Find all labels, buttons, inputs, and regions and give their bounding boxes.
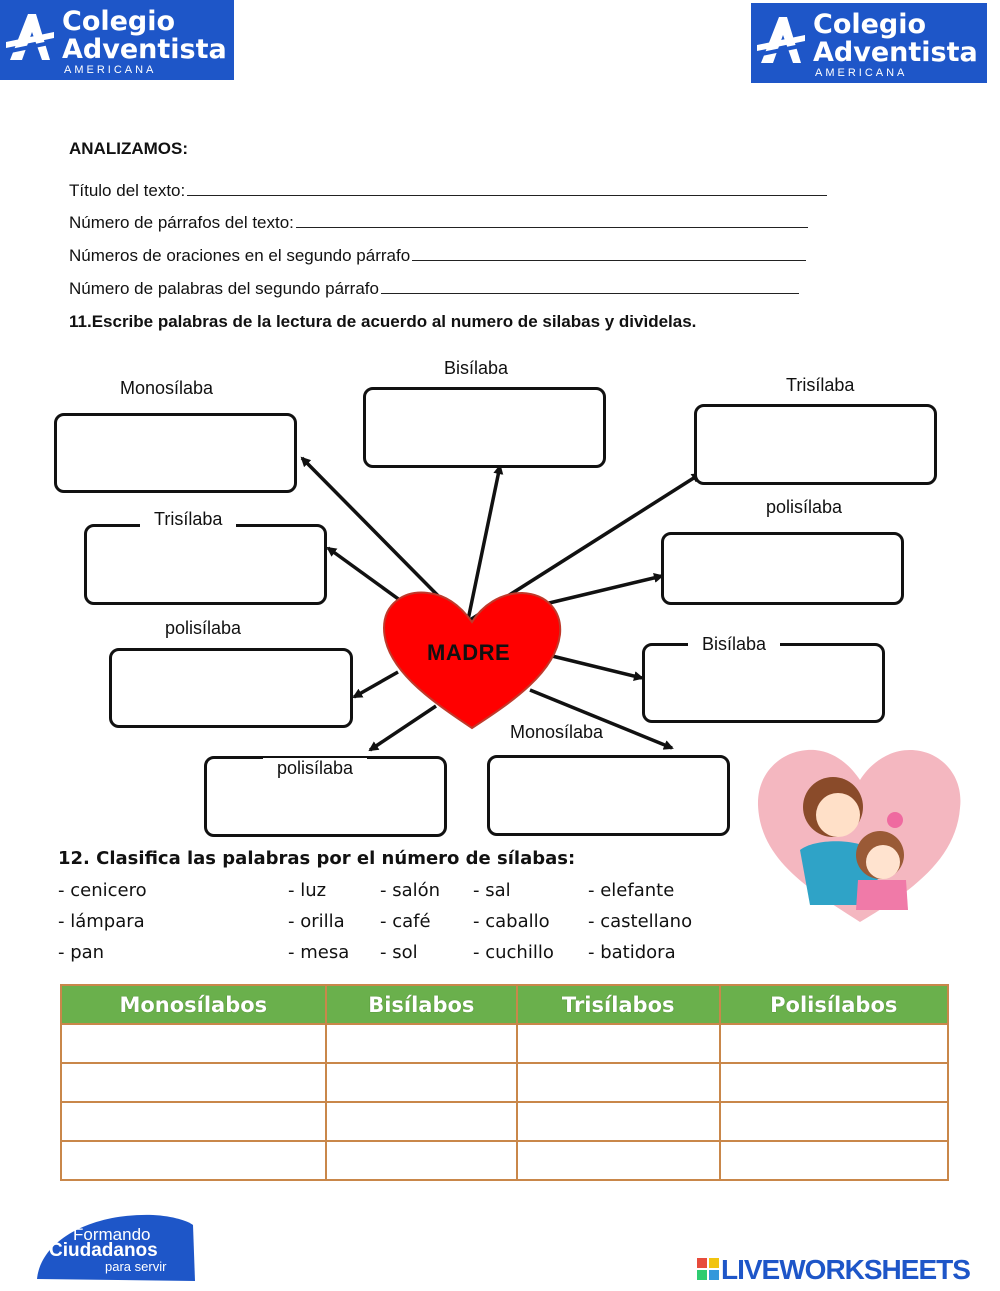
- table-cell[interactable]: [61, 1102, 326, 1141]
- answer-box-polisilaba-right[interactable]: [661, 532, 904, 605]
- table-row: [61, 1102, 948, 1141]
- answer-box-monosilaba-top[interactable]: [54, 413, 297, 493]
- instruction-12: 12. Clasifica las palabras por el número de sílabas:: [58, 848, 576, 869]
- word-item: - lámpara: [58, 911, 145, 932]
- answer-box-bisilaba-right[interactable]: [642, 643, 885, 723]
- center-word-madre: MADRE: [427, 640, 511, 665]
- table-cell[interactable]: [720, 1141, 948, 1180]
- table-cell[interactable]: [61, 1063, 326, 1102]
- logo-name-line3: AMERICANA: [64, 64, 157, 76]
- word-item: - sal: [473, 880, 511, 901]
- footer-logo: [33, 1209, 196, 1282]
- arrow-bisilaba-right: [548, 655, 642, 678]
- table-cell[interactable]: [720, 1063, 948, 1102]
- footer-line2: Ciudadanos: [49, 1240, 158, 1261]
- table-cell[interactable]: [61, 1024, 326, 1063]
- arrow-polisilaba-bottom: [370, 706, 436, 750]
- table-cell[interactable]: [326, 1063, 517, 1102]
- answer-box-bisilaba-top[interactable]: [363, 387, 606, 468]
- question-paragraphs-label: Número de párrafos del texto:: [69, 213, 294, 232]
- liveworksheets-icon: [697, 1258, 719, 1280]
- table-cell[interactable]: [326, 1141, 517, 1180]
- word-item: - castellano: [588, 911, 693, 932]
- logo-name-line3: AMERICANA: [815, 67, 908, 79]
- liveworksheets-text: LIVEWORKSHEETS: [721, 1254, 970, 1285]
- arrow-polisilaba-left: [354, 672, 398, 697]
- table-cell[interactable]: [517, 1024, 720, 1063]
- table-cell[interactable]: [61, 1141, 326, 1180]
- table-cell[interactable]: [517, 1102, 720, 1141]
- table-cell[interactable]: [517, 1063, 720, 1102]
- word-item: - orilla: [288, 911, 345, 932]
- table-cell[interactable]: [720, 1102, 948, 1141]
- table-cell[interactable]: [326, 1024, 517, 1063]
- table-row: [61, 1024, 948, 1063]
- word-item: - luz: [288, 880, 327, 901]
- answer-box-trisilaba-left[interactable]: [84, 524, 327, 605]
- word-item: - sol: [380, 942, 418, 963]
- label-polisilaba-right: polisílaba: [752, 497, 856, 518]
- word-item: - pan: [58, 942, 105, 963]
- word-item: - mesa: [288, 942, 350, 963]
- header-bisilabos: Bisílabos: [326, 985, 517, 1024]
- arrow-bisilaba-top: [468, 466, 500, 620]
- arrow-trisilaba-left: [328, 548, 408, 606]
- table-row: [61, 1141, 948, 1180]
- footer-line1: Formando: [73, 1225, 151, 1244]
- word-item: - café: [380, 911, 431, 932]
- answer-box-monosilaba-bottom[interactable]: [487, 755, 730, 836]
- answer-box-polisilaba-left[interactable]: [109, 648, 353, 728]
- mother-daughter-illustration: [758, 750, 960, 922]
- table-header-row: [61, 985, 948, 1024]
- analysis-heading: ANALIZAMOS:: [69, 139, 188, 158]
- question-words-label: Número de palabras del segundo párrafo: [69, 279, 379, 298]
- label-monosilaba-bottom: Monosílaba: [510, 722, 604, 742]
- logo-name-line2: Adventista: [62, 34, 227, 65]
- word-item: - elefante: [588, 880, 675, 901]
- word-item: - salón: [380, 880, 441, 901]
- label-bisilaba-right: Bisílaba: [688, 634, 780, 655]
- table-cell[interactable]: [517, 1141, 720, 1180]
- label-trisilaba-left: Trisílaba: [140, 509, 236, 530]
- liveworksheets-watermark: [697, 1254, 992, 1284]
- word-item: - cuchillo: [473, 942, 554, 963]
- word-item: - cenicero: [58, 880, 147, 901]
- logo-name-line1: Colegio: [813, 9, 927, 40]
- header-monosilabos: Monosílabos: [61, 985, 326, 1024]
- header-polisilabos: Polisílabos: [720, 985, 948, 1024]
- word-item: - batidora: [588, 942, 676, 963]
- label-monosilaba-top: Monosílaba: [106, 378, 227, 399]
- word-item: - caballo: [473, 911, 550, 932]
- instruction-11: 11.Escribe palabras de la lectura de acuerdo al numero de silabas y divìdelas.: [69, 312, 697, 331]
- footer-line3: para servir: [105, 1259, 167, 1274]
- header-trisilabos: Trisílabos: [517, 985, 720, 1024]
- label-bisilaba-top: Bisílaba: [430, 358, 522, 379]
- table-cell[interactable]: [720, 1024, 948, 1063]
- table-row: [61, 1063, 948, 1102]
- arrow-polisilaba-right: [545, 576, 662, 604]
- logo-name-line1: Colegio: [62, 6, 176, 37]
- question-sentences-label: Números de oraciones en el segundo párrafo: [69, 246, 411, 265]
- label-polisilaba-left: polisílaba: [151, 618, 255, 639]
- label-trisilaba-top: Trisílaba: [772, 375, 868, 396]
- question-title-label: Título del texto:: [69, 181, 186, 200]
- label-polisilaba-bottom: polisílaba: [263, 758, 367, 779]
- classification-table: [60, 984, 949, 1181]
- table-cell[interactable]: [326, 1102, 517, 1141]
- answer-box-trisilaba-top[interactable]: [694, 404, 937, 485]
- logo-name-line2: Adventista: [813, 37, 978, 68]
